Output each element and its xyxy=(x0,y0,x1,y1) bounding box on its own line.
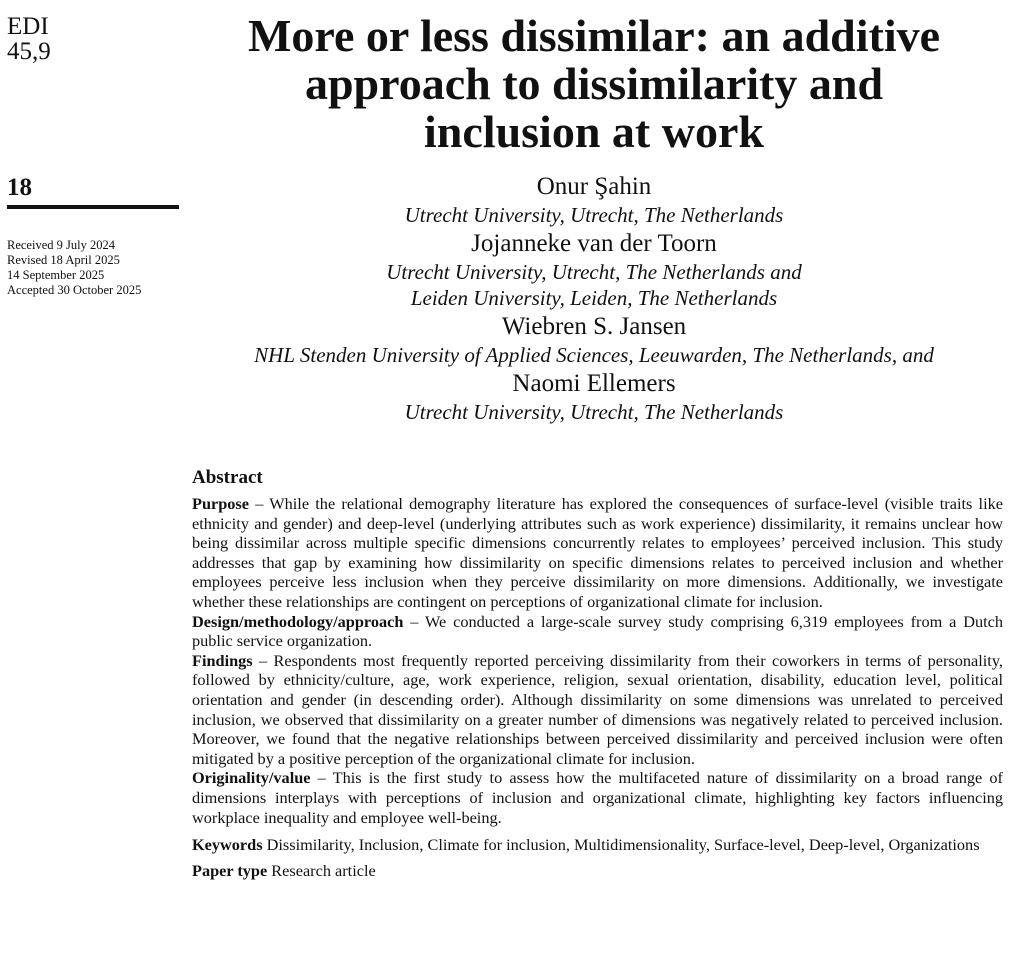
paper-type xyxy=(192,859,1003,882)
keywords xyxy=(192,833,1003,856)
journal-name: EDI xyxy=(7,13,49,40)
abstract-heading: Abstract xyxy=(192,467,263,488)
history-revised: Revised 18 April 2025 xyxy=(7,253,120,267)
section-separator: – xyxy=(310,768,333,788)
abstract-design xyxy=(192,612,1003,651)
abstract xyxy=(192,466,1003,882)
section-text: While the relational demography literature has explored the consequences of surface-level (visible traits like ethnicity and gender) and deep-level (underlying attributes such as work experience) dissimilarity, it remains unclear how being dissimilar across multiple specific dimensions concurrently relates to employees’ perceived inclusion. This study addresses that gap by examining how dissimilarity on specific dimensions relates to perceived inclusion and whether employees perceive less inclusion when they perceive dissimilarity on more dimensions. Additionally, we investigate whether these relationships are contingent on perceptions of organizational climate for inclusion. xyxy=(192,494,1003,611)
section-label: Originality/value xyxy=(192,768,311,788)
page-number: 18 xyxy=(7,174,32,201)
history-revised-2: 14 September 2025 xyxy=(7,268,105,282)
author-name: Naomi Ellemers xyxy=(512,370,676,397)
paper-type-label: Paper type xyxy=(192,861,268,881)
author-affiliation: Utrecht University, Utrecht, The Netherlands xyxy=(404,400,784,424)
title-line: inclusion at work xyxy=(424,106,764,157)
section-text: Respondents most frequently reported perceiving dissimilarity from their coworkers in terms of personality, followed by ethnicity/culture, age, work experience, religion, sexual orientation, disability, education level, political orientation and gender (in descending order). Although dissimilarity on some dimensions was unrelated to perceived inclusion, we observed that dissimilarity on a greater number of dimensions was negatively related to perceived inclusion. Moreover, we found that the negative relationships between perceived dissimilarity and perceived inclusion were often mitigated by a positive perception of the organizational climate for inclusion. xyxy=(192,650,1003,768)
volume-issue: 45,9 xyxy=(7,38,51,65)
abstract-originality xyxy=(192,768,1003,827)
author-list xyxy=(185,171,1003,425)
paper-type-value: Research article xyxy=(271,861,376,881)
article-title xyxy=(185,12,1003,156)
section-label: Findings xyxy=(192,650,253,670)
author-affiliation: NHL Stenden University of Applied Sciences, Leeuwarden, The Netherlands, and xyxy=(254,343,934,367)
author-name: Onur Şahin xyxy=(536,173,652,200)
section-separator: – xyxy=(403,611,425,631)
author-affiliation: Utrecht University, Utrecht, The Netherlands and xyxy=(386,260,802,284)
history-accepted: Accepted 30 October 2025 xyxy=(7,283,142,297)
author-affiliation: Leiden University, Leiden, The Netherlands xyxy=(410,286,778,310)
author-name: Wiebren S. Jansen xyxy=(501,313,687,340)
section-label: Purpose xyxy=(192,494,249,513)
abstract-findings xyxy=(192,651,1003,769)
abstract-purpose xyxy=(192,494,1003,612)
sidebar-divider xyxy=(7,205,179,209)
section-separator: – xyxy=(252,650,274,670)
keywords-label: Keywords xyxy=(192,835,263,855)
journal-volume xyxy=(7,14,179,64)
section-separator: – xyxy=(248,494,270,513)
article-history xyxy=(7,238,141,298)
history-received: Received 9 July 2024 xyxy=(7,238,115,252)
keywords-text: Dissimilarity, Inclusion, Climate for inclusion, Multidimensionality, Surface-level, Deep-level, Organizations xyxy=(266,835,980,855)
author-name: Jojanneke van der Toorn xyxy=(471,230,717,257)
section-label: Design/methodology/approach xyxy=(192,611,404,631)
section-text: This is the first study to assess how the multifaceted nature of dissimilarity on a broad range of dimensions interplays with perceptions of inclusion and organizational climate, highlighting key factors influencing workplace inequality and employee well-being. xyxy=(192,768,1003,827)
author-affiliation: Utrecht University, Utrecht, The Netherlands xyxy=(404,203,784,227)
title-line: More or less dissimilar: an additive xyxy=(247,10,941,61)
title-line: approach to dissimilarity and xyxy=(304,58,884,109)
sidebar xyxy=(7,13,179,297)
section-text: We conducted a large-scale survey study comprising 6,319 employees from a Dutch public service organization. xyxy=(192,611,1004,651)
